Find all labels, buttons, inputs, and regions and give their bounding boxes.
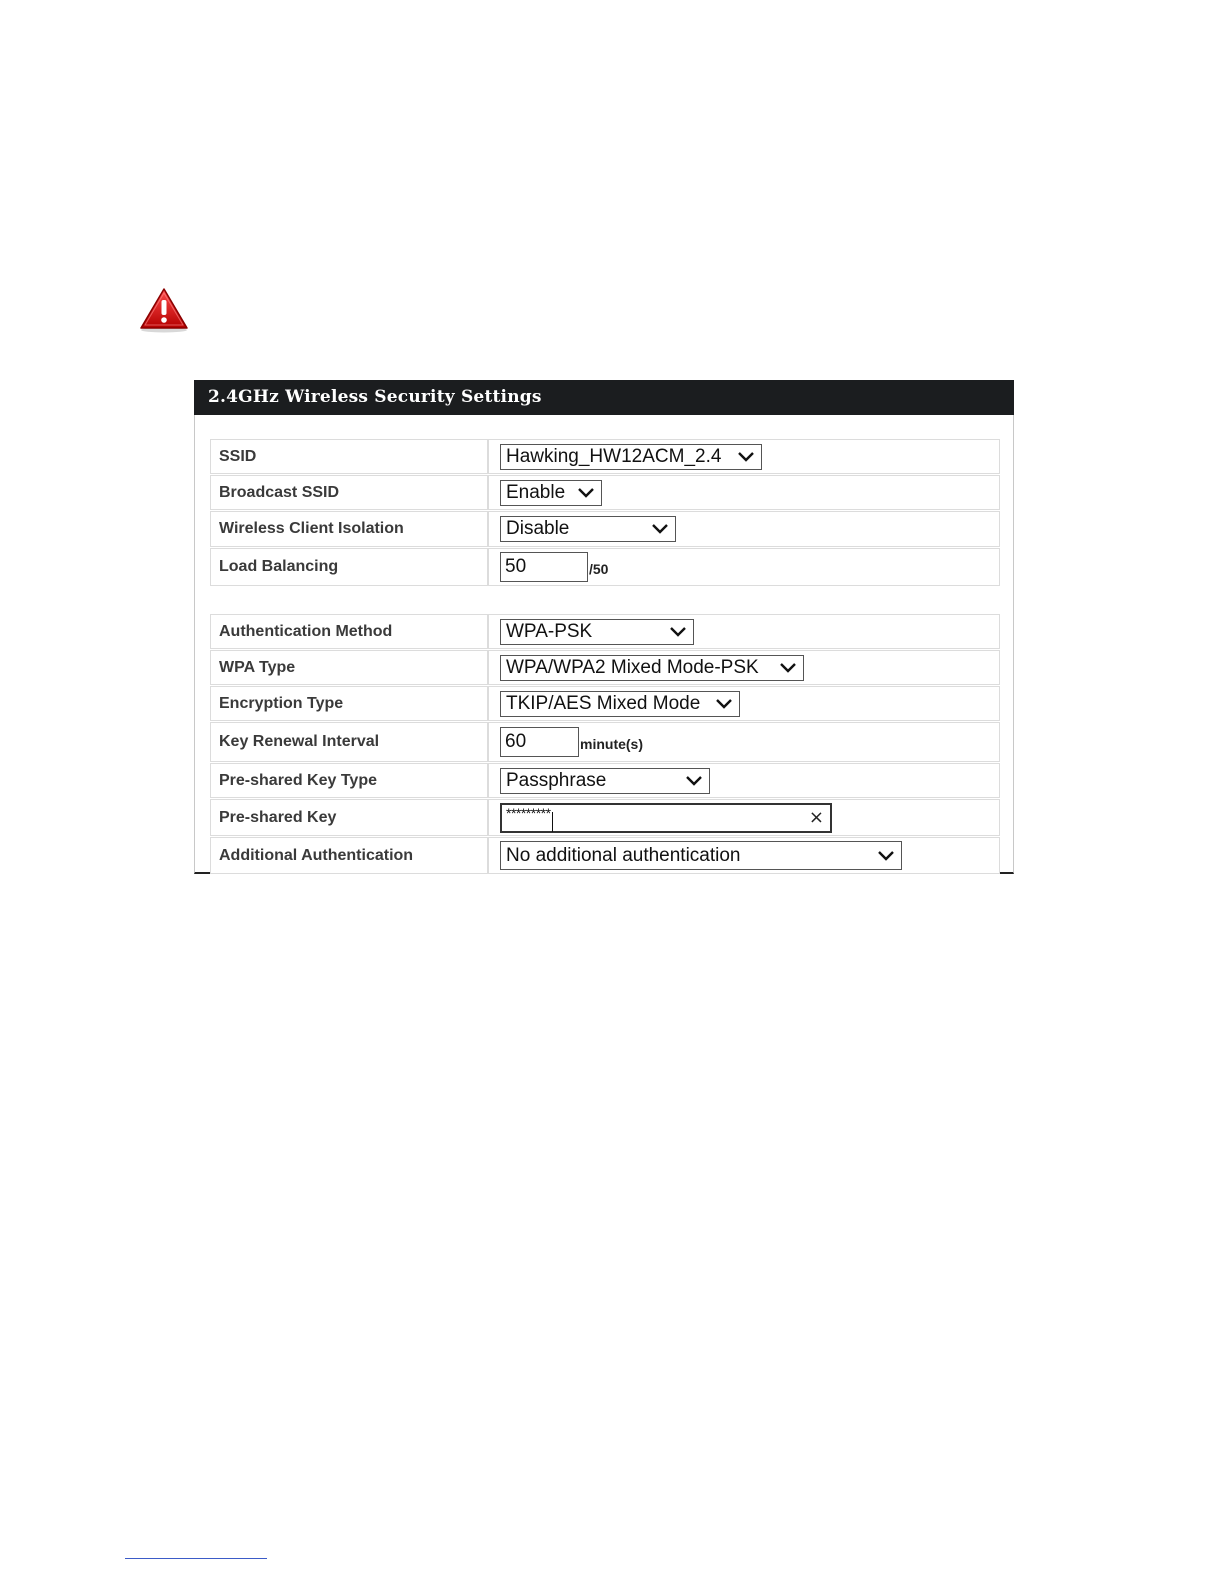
key-renewal-interval-suffix: minute(s) bbox=[580, 736, 643, 752]
key-renewal-interval-input[interactable]: 60 bbox=[500, 727, 579, 757]
additional-authentication-label: Additional Authentication bbox=[211, 838, 489, 873]
psk-type-select-value: Passphrase bbox=[506, 769, 607, 791]
encryption-type-label: Encryption Type bbox=[211, 687, 489, 720]
panel-title: 2.4GHz Wireless Security Settings bbox=[194, 380, 1014, 415]
row-broadcast-ssid bbox=[210, 475, 1000, 510]
ssid-label: SSID bbox=[211, 440, 489, 473]
psk-type-select[interactable] bbox=[500, 768, 710, 794]
chevron-down-icon bbox=[577, 487, 595, 499]
text-caret bbox=[552, 812, 553, 832]
chevron-down-icon bbox=[685, 775, 703, 787]
key-renewal-interval-label: Key Renewal Interval bbox=[211, 723, 489, 761]
authentication-method-label: Authentication Method bbox=[211, 615, 489, 648]
client-isolation-label: Wireless Client Isolation bbox=[211, 512, 489, 546]
chevron-down-icon bbox=[651, 523, 669, 535]
warning-icon bbox=[139, 287, 189, 333]
ssid-select-value: Hawking_HW12ACM_2.4 bbox=[506, 445, 722, 467]
close-icon[interactable]: × bbox=[808, 806, 824, 828]
additional-authentication-select[interactable] bbox=[500, 841, 902, 870]
row-psk-type bbox=[210, 763, 1000, 798]
chevron-down-icon bbox=[715, 698, 733, 710]
client-isolation-select[interactable] bbox=[500, 516, 676, 542]
pre-shared-key-label: Pre-shared Key bbox=[211, 800, 489, 835]
wireless-security-panel bbox=[194, 380, 1014, 874]
psk-type-label: Pre-shared Key Type bbox=[211, 764, 489, 797]
broadcast-ssid-select-value: Enable bbox=[506, 481, 566, 503]
client-isolation-select-value: Disable bbox=[506, 518, 570, 539]
wpa-type-label: WPA Type bbox=[211, 651, 489, 684]
row-wpa-type bbox=[210, 650, 1000, 685]
row-encryption-type bbox=[210, 686, 1000, 721]
row-key-renewal-interval bbox=[210, 722, 1000, 762]
pre-shared-key-input[interactable] bbox=[500, 803, 832, 833]
footer-link-underline bbox=[125, 1558, 267, 1559]
chevron-down-icon bbox=[877, 850, 895, 862]
row-additional-authentication bbox=[210, 837, 1000, 874]
row-client-isolation bbox=[210, 511, 1000, 547]
broadcast-ssid-label: Broadcast SSID bbox=[211, 476, 489, 509]
encryption-type-select[interactable] bbox=[500, 691, 740, 717]
row-ssid bbox=[210, 439, 1000, 474]
authentication-method-select[interactable] bbox=[500, 619, 694, 645]
authentication-method-select-value: WPA-PSK bbox=[506, 620, 593, 642]
chevron-down-icon bbox=[737, 451, 755, 463]
encryption-type-select-value: TKIP/AES Mixed Mode bbox=[506, 692, 701, 714]
ssid-select[interactable] bbox=[500, 444, 762, 470]
load-balancing-input[interactable]: 50 bbox=[500, 552, 588, 582]
chevron-down-icon bbox=[669, 626, 687, 638]
row-authentication-method bbox=[210, 614, 1000, 649]
load-balancing-label: Load Balancing bbox=[211, 549, 489, 585]
wpa-type-select-value: WPA/WPA2 Mixed Mode-PSK bbox=[506, 656, 759, 678]
row-pre-shared-key bbox=[210, 799, 1000, 836]
additional-authentication-select-value: No additional authentication bbox=[506, 844, 741, 866]
load-balancing-suffix: /50 bbox=[589, 561, 609, 577]
wpa-type-select[interactable] bbox=[500, 655, 804, 681]
pre-shared-key-value: ********* bbox=[506, 804, 551, 821]
row-load-balancing bbox=[210, 548, 1000, 586]
broadcast-ssid-select[interactable] bbox=[500, 480, 602, 506]
chevron-down-icon bbox=[779, 662, 797, 674]
